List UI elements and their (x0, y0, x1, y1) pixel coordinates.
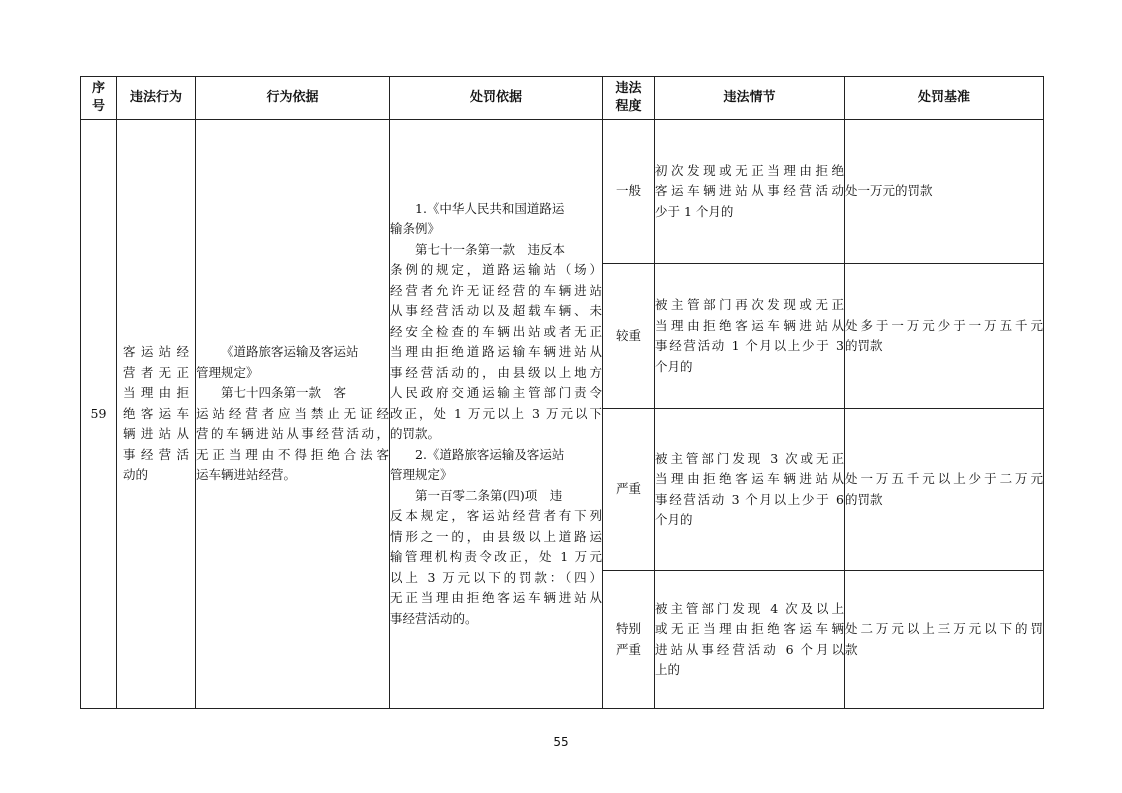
circumstance-general: 初次发现或无正当理由拒绝 客运车辆进站从事经营活动 少于 1 个月的 (655, 120, 845, 264)
row-number: 59 (81, 120, 117, 709)
penalty-basis-cell: 1.《中华人民共和国道路运 输条例》 第七十一条第一款 违反本 条例的规定，道路运输站（场） 经营者允许无证经营的车辆进站 从事经营活动以及超载车辆、未 经安全检查的车辆出站或者无正 当理由拒绝道路运输车辆进站从 事经营活动的，由县级以上地方 人民政府交通运输主管部门责令 改正，处 1 万元以上 3 万元以下 的罚款。 2.《道路旅客运输及客运站 管理规定》 第一百零二条第(四)项 违 反本规定，客运站经营者有下列 情形之一的，由县级以上道路运 输管理机构责令改正，处 1 万元 以上 3 万元以下的罚款：（四） 无正当理由拒绝客运车辆进站从 事经营活动的。 (390, 120, 603, 709)
standard-severe: 处一万五千元以上少于二万元 的罚款 (845, 409, 1044, 571)
header-standard: 处罚基准 (845, 77, 1044, 120)
degree-especially-severe: 特别 严重 (603, 571, 655, 709)
header-act: 违法行为 (117, 77, 196, 120)
violation-act-cell: 客运站经 营者无正 当理由拒 绝客运车 辆进站从 事经营活 动的 (117, 120, 196, 709)
table-row (81, 120, 1044, 264)
degree-severe: 严重 (603, 409, 655, 571)
header-basis: 行为依据 (196, 77, 390, 120)
circumstance-especially-severe: 被主管部门发现 4 次及以上 或无正当理由拒绝客运车辆 进站从事经营活动 6 个月以 上的 (655, 571, 845, 709)
header-penalty-basis: 处罚依据 (390, 77, 603, 120)
degree-general: 一般 (603, 120, 655, 264)
header-row (81, 77, 1044, 120)
standard-serious: 处多于一万元少于一万五千元 的罚款 (845, 264, 1044, 409)
degree-serious: 较重 (603, 264, 655, 409)
circumstance-serious: 被主管部门再次发现或无正 当理由拒绝客运车辆进站从 事经营活动 1 个月以上少于 3 个月的 (655, 264, 845, 409)
behavior-basis-cell: 《道路旅客运输及客运站 管理规定》 第七十四条第一款 客 运站经营者应当禁止无证经 营的车辆进站从事经营活动， 无正当理由不得拒绝合法客 运车辆进站经营。 (196, 120, 390, 709)
header-no: 序 号 (81, 77, 117, 120)
circumstance-severe: 被主管部门发现 3 次或无正 当理由拒绝客运车辆进站从 事经营活动 3 个月以上少于 6 个月的 (655, 409, 845, 571)
page-number: 55 (553, 735, 569, 749)
standard-especially-severe: 处二万元以上三万元以下的罚 款 (845, 571, 1044, 709)
penalty-table (80, 76, 1044, 709)
header-degree: 违法 程度 (603, 77, 655, 120)
header-circumstance: 违法情节 (655, 77, 845, 120)
standard-general: 处一万元的罚款 (845, 120, 1044, 264)
